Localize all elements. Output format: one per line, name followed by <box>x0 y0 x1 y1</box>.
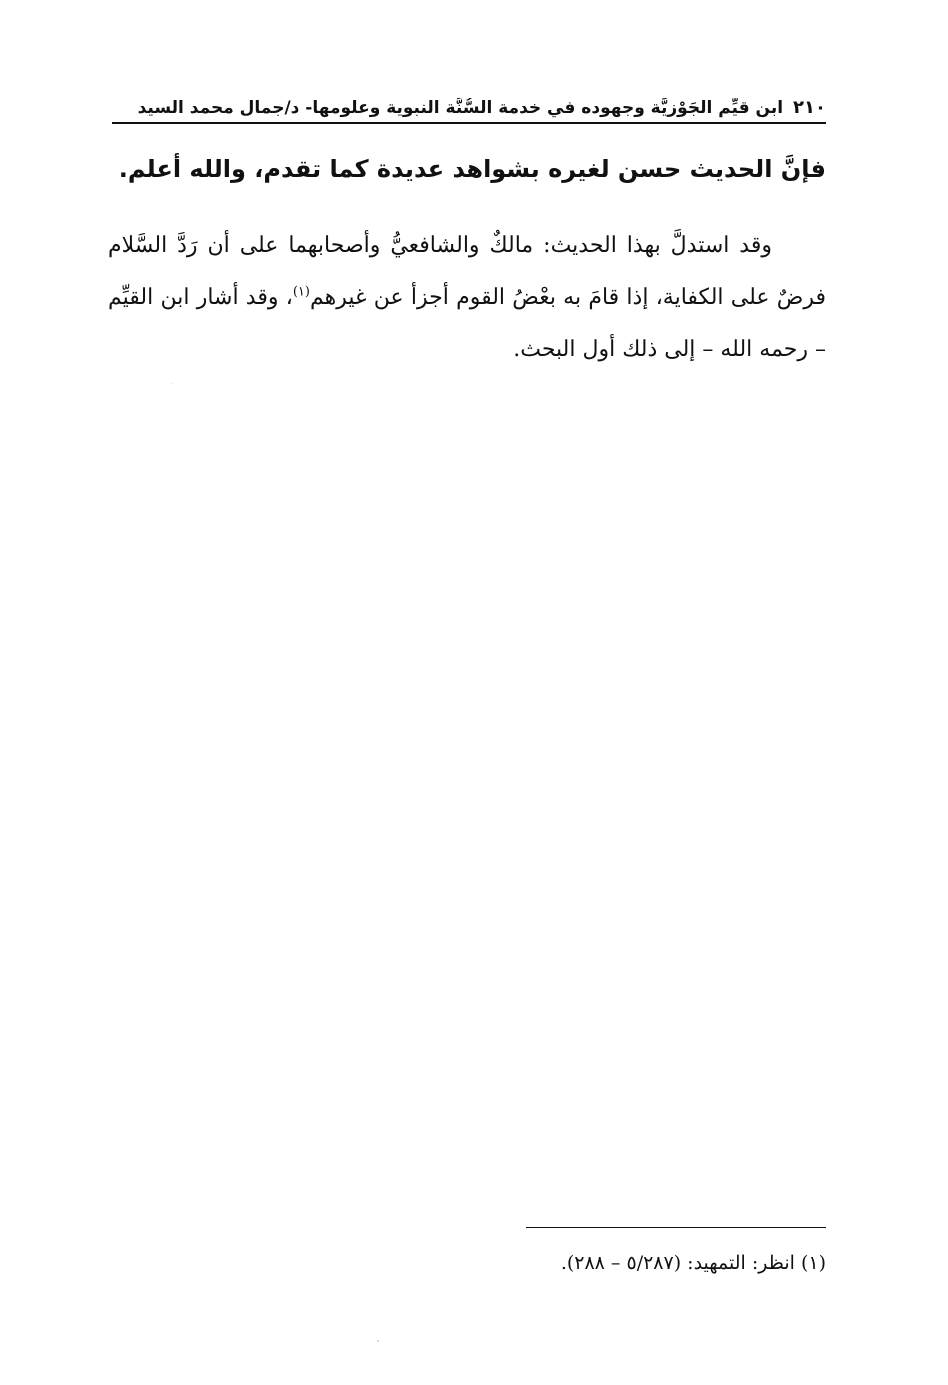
running-title: ابن قيِّم الجَوْزيَّة وجهوده في خدمة السُّنَّة النبوية وعلومها- د/جمال محمد السيد <box>137 98 784 118</box>
body-paragraph <box>108 220 826 376</box>
footnote-1: (١) انظر: التمهيد: (٥/٢٨٧ – ٢٨٨). <box>560 1252 826 1274</box>
paragraph-text-part1: وقد استدلَّ بهذا الحديث: مالكٌ والشافعيُّ وأصحابهما على أن رَدَّ السَّلام فرضٌ على الكفاية، إذا قامَ به بعْضُ القوم أجزأ عن غيرهم <box>108 233 826 310</box>
scan-speck <box>172 383 173 384</box>
scan-speck <box>377 1340 379 1342</box>
bold-conclusion-line: فإنَّ الحديث حسن لغيره بشواهد عديدة كما تقدم، والله أعلم. <box>118 155 826 183</box>
footnote-separator <box>526 1227 826 1228</box>
paragraph-text-part2: ، وقد أشار ابن القيِّم – رحمه الله – إلى ذلك أول البحث. <box>108 285 826 362</box>
page-number: ٢١٠ <box>793 97 826 118</box>
page-header <box>112 88 826 124</box>
footnote-reference: (١) <box>292 284 310 300</box>
